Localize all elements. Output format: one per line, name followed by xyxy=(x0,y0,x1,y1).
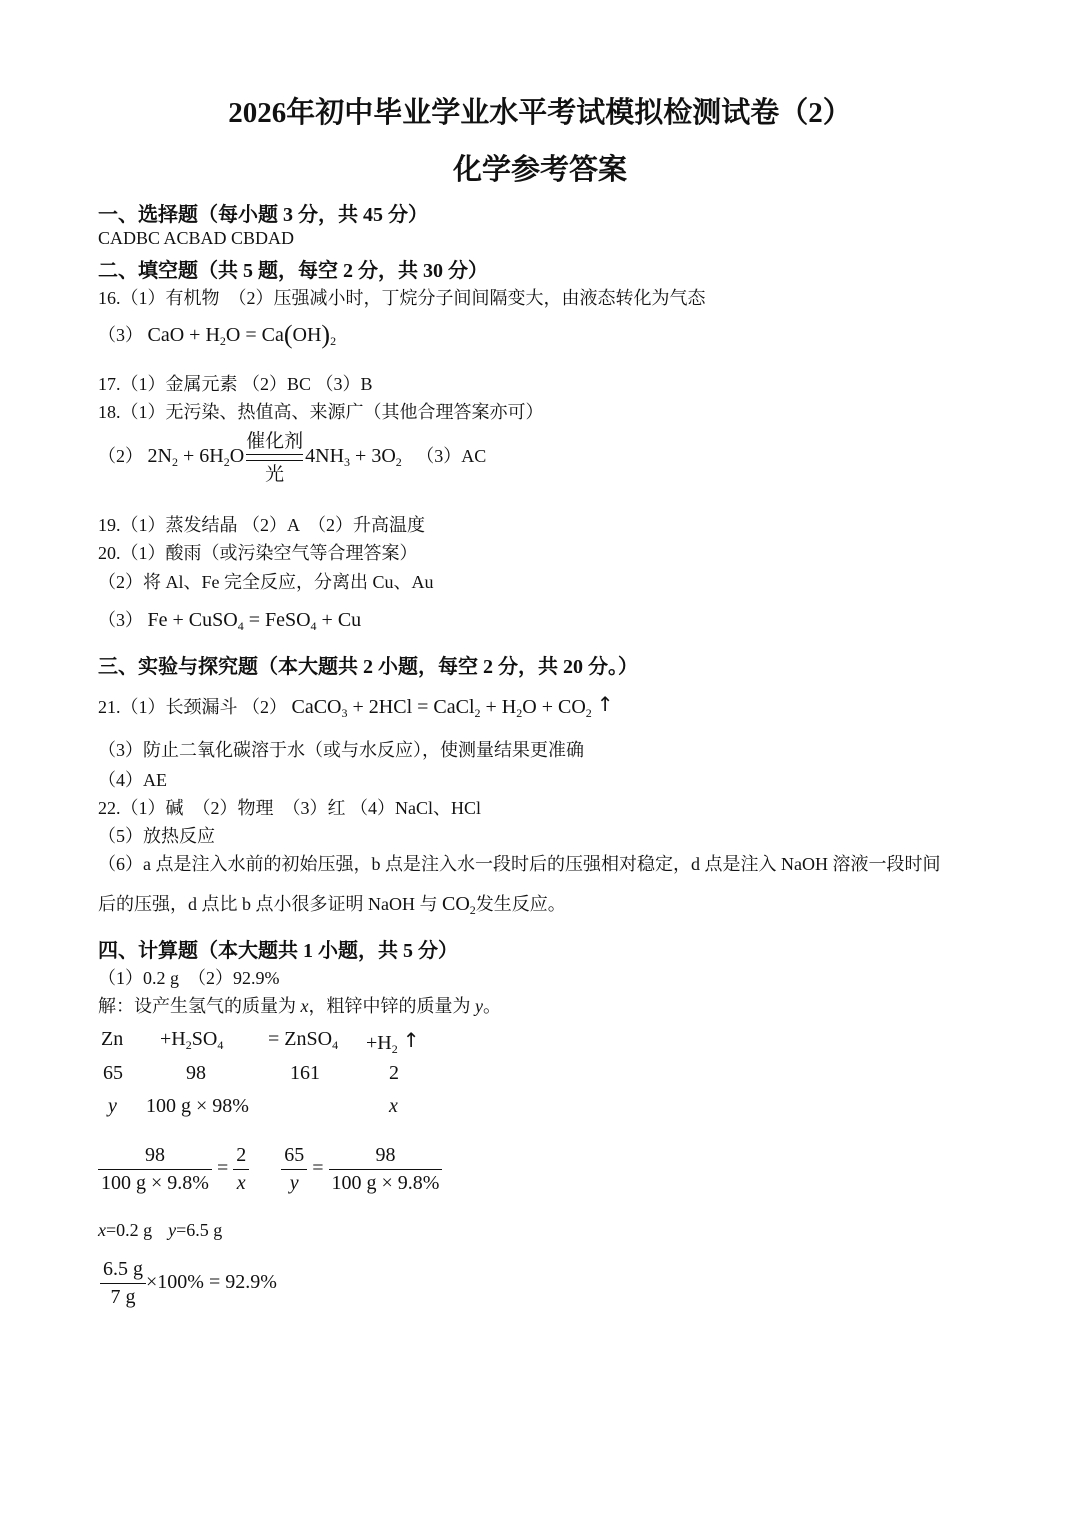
q20-3-equation: Fe + CuSO$_4$ = FeSO$_4$ + Cu xyxy=(147,609,362,633)
q22-line6a: （6）a 点是注入水前的初始压强，b 点是注入水一段时后的压强相对稳定，d 点是注入 NaOH 溶液一段时间 xyxy=(98,854,941,874)
section1-answers: CADBC ACBAD CBDAD xyxy=(98,228,295,248)
eq-h2so4: $+H_2SO_4$ xyxy=(160,1028,224,1052)
q22-line1: 22.（1）碱 （2）物理 （3）红 （4）NaCl、HCl xyxy=(98,798,481,818)
final-calculation: $\frac{6.5 g}{7 g}$ ×100% = 92.9% xyxy=(100,1258,277,1309)
eq-zn: Zn xyxy=(101,1028,124,1050)
section4-heading: 四、计算题（本大题共 1 小题，共 5 分） xyxy=(98,940,458,962)
page-title: 2026年初中毕业学业水平考试模拟检测试卷（2） xyxy=(228,97,852,129)
q16-line1: 16.（1）有机物 （2）压强减小时，丁烷分子间间隔变大，由液态转化为气态 xyxy=(98,288,706,308)
q20-line2: （2）将 Al、Fe 完全反应，分离出 Cu、Au xyxy=(98,572,434,592)
q21-line1 xyxy=(98,692,614,719)
mass-h2so4: 98 xyxy=(186,1062,206,1084)
q19-line: 19.（1）蒸发结晶 （2）A （2）升高温度 xyxy=(98,515,426,535)
mass-zn: 65 xyxy=(103,1062,123,1084)
q16-3-line xyxy=(98,320,336,350)
var-h2: x xyxy=(389,1095,398,1117)
q16-3-label: （3） xyxy=(98,325,143,345)
reaction-condition: 催化剂 光 xyxy=(246,430,304,485)
q16-3-equation: CaO + $H_2O = Ca(OH)_2$ xyxy=(147,320,337,349)
mass-h2: 2 xyxy=(389,1062,399,1084)
solution-intro: 解：设产生氢气的质量为 x，粗锌中锌的质量为 y。 xyxy=(98,996,501,1016)
q18-2-equation: $2N_2 + 6H_2O$ 催化剂 光 $4NH_3 + 3O_2$ xyxy=(147,430,402,485)
q22-line5: （5）放热反应 xyxy=(98,826,215,846)
results-line: x=0.2 g y=6.5 g xyxy=(98,1220,223,1240)
var-h2so4: 100 g × 98% xyxy=(146,1095,249,1117)
q20-3-label: （3） xyxy=(98,610,143,630)
q20-line1: 20.（1）酸雨（或污染空气等合理答案） xyxy=(98,543,418,563)
q18-2-label: （2） xyxy=(98,446,143,467)
eq-znso4: = ZnSO$_4$ xyxy=(268,1028,339,1052)
q18-2-line xyxy=(98,430,486,485)
q21-label: 21.（1）长颈漏斗 （2） xyxy=(98,697,287,717)
q21-line4: （4）AE xyxy=(98,770,167,790)
section2-heading: 二、填空题（共 5 题，每空 2 分，共 30 分） xyxy=(98,260,488,282)
eq-h2: $+H_2$ ↑ xyxy=(366,1028,420,1056)
var-zn: y xyxy=(108,1095,117,1117)
proportion-equations: $\frac{98}{100 g \times 9.8\%}$ = $\frac{2}{x}$ $\frac{65}{y}$ = $\frac{98}{100 g \times 9.8\%}$ xyxy=(98,1144,442,1195)
q20-3-line xyxy=(98,606,361,632)
gas-arrow-icon: ↑ xyxy=(402,1028,420,1052)
q21-equation: CaCO$_3$ + 2HCl = CaCl$_2$ + $H_2O + CO_2$ ↑ xyxy=(291,692,614,720)
fraction-2: $\frac{2}{x}$ xyxy=(233,1144,249,1195)
fraction-4: $\frac{98}{100 g \times 9.8\%}$ xyxy=(329,1144,443,1195)
fraction-1: $\frac{98}{100 g \times 9.8\%}$ xyxy=(98,1144,212,1195)
section4-answers: （1）0.2 g （2）92.9% xyxy=(98,968,280,988)
q17-line: 17.（1）金属元素 （2）BC （3）B xyxy=(98,374,373,394)
q21-line3: （3）防止二氧化碳溶于水（或与水反应），使测量结果更准确 xyxy=(98,740,584,760)
page-subtitle: 化学参考答案 xyxy=(452,154,627,186)
q18-line1: 18.（1）无污染、热值高、来源广（其他合理答案亦可） xyxy=(98,402,544,422)
section1-heading: 一、选择题（每小题 3 分，共 45 分） xyxy=(98,204,428,226)
q18-3: （3）AC xyxy=(416,446,487,467)
section3-heading: 三、实验与探究题（本大题共 2 小题，每空 2 分，共 20 分。） xyxy=(98,656,638,678)
q22-line6b: 后的压强，d 点比 b 点小很多证明 NaOH 与 $CO_2$发生反应。 xyxy=(98,893,566,917)
gas-arrow-icon: ↑ xyxy=(596,692,614,716)
final-fraction: $\frac{6.5 g}{7 g}$ xyxy=(100,1258,146,1309)
fraction-3: $\frac{65}{y}$ xyxy=(281,1144,307,1195)
mass-znso4: 161 xyxy=(290,1062,320,1084)
